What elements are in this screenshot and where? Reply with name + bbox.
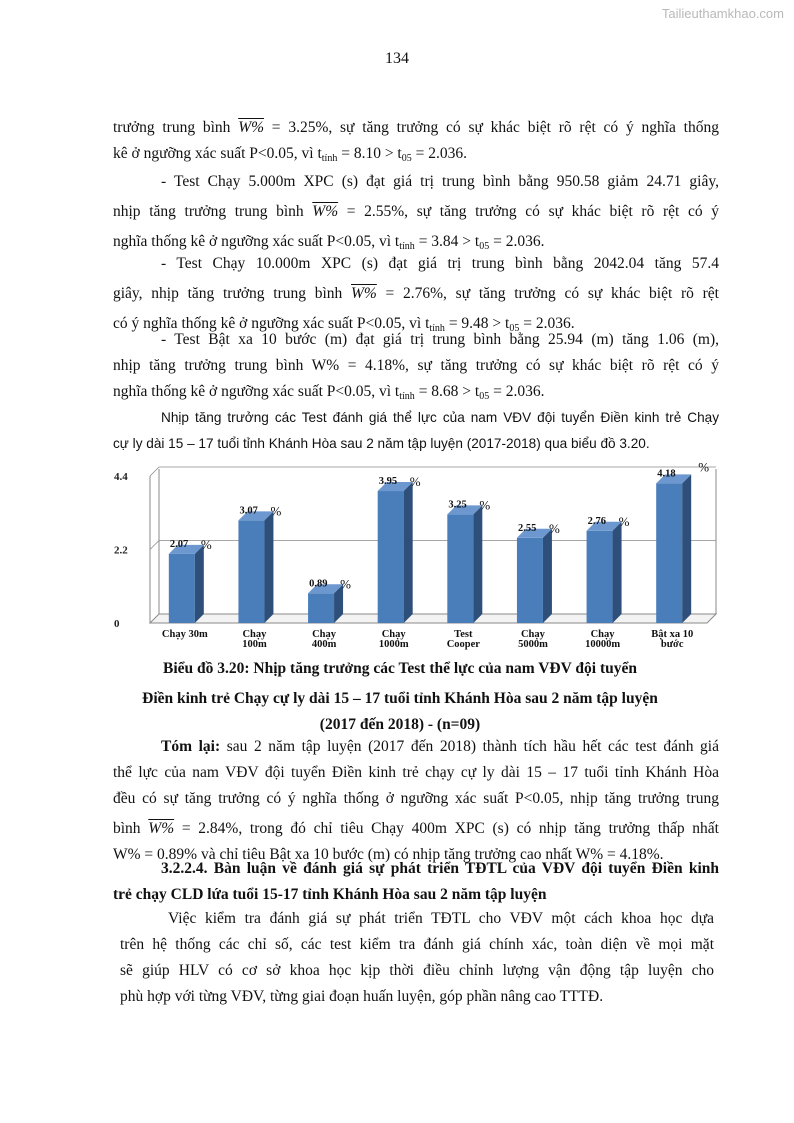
text-line: có ý nghĩa thống kê ở ngưỡng xác suất P<0.05, vì $t_{tính} = 9.48 > t_{05} = 2.036$.	[113, 315, 575, 334]
text-line: 3.2.2.4. Bàn luận về đánh giá sự phát triển TĐTL của VĐV đội tuyển Điền kinh	[161, 860, 719, 877]
bar	[378, 491, 404, 623]
bar-side	[195, 545, 204, 623]
summary-paragraph	[113, 734, 719, 868]
caption-line: Điền kinh trẻ Chạy cự ly dài 15 – 17 tuổi tỉnh Khánh Hòa sau 2 năm tập luyện	[142, 690, 658, 707]
x-tick-label: Chạy	[312, 629, 337, 640]
unit-label: %	[548, 520, 560, 536]
text-line: - Test Bật xa 10 bước (m) đạt giá trị trung bình bằng 25.94 (m) tăng 1.06 (m),	[161, 331, 719, 348]
bar	[308, 593, 334, 623]
unit-label: %	[200, 536, 212, 552]
x-tick-label: 100m	[242, 639, 267, 650]
growth-rate-bar-chart	[112, 459, 722, 657]
bar	[447, 514, 473, 623]
bar-side	[404, 482, 413, 623]
bar-side	[264, 511, 273, 623]
x-tick-label: Test	[454, 629, 473, 640]
data-label: 4.18	[657, 468, 676, 480]
unit-label: %	[270, 503, 282, 519]
data-label: 0.89	[309, 578, 328, 590]
unit-label: %	[618, 513, 630, 529]
bar-side	[613, 522, 622, 623]
text-line: - Test Chạy 5.000m XPC (s) đạt giá trị trung bình bằng 950.58 giảm 24.71 giây,	[161, 173, 719, 190]
text-line: nghĩa thống kê ở ngưỡng xác suất P<0.05, vì $t_{tính} = 8.68 > t_{05} = 2.036$.	[113, 383, 545, 402]
x-tick-label: 1000m	[378, 639, 409, 650]
text-line: bình W% = 2.84%, trong đó chỉ tiêu Chạy 400m XPC (s) có nhịp tăng trưởng thấp nhất	[113, 820, 719, 837]
x-tick-label: Chạy 30m	[161, 629, 208, 640]
text-line: trên hệ thống các chỉ số, các test kiểm tra đánh giá chính xác, toàn diện về mọi mặt	[120, 936, 714, 953]
text-line: - Test Chạy 10.000m XPC (s) đạt giá trị trung bình bằng 2042.04 tăng 57.4	[161, 255, 719, 272]
x-tick-label: 10000m	[585, 639, 621, 650]
text-line: trẻ chạy CLD lứa tuổi 15-17 tỉnh Khánh Hòa sau 2 năm tập luyện	[113, 886, 547, 903]
bar	[587, 531, 613, 623]
x-tick-label: 400m	[311, 639, 337, 650]
bar-side	[473, 505, 482, 623]
unit-label: %	[409, 474, 421, 490]
x-tick-label: Cooper	[446, 639, 480, 650]
x-tick-label: 5000m	[518, 639, 548, 650]
text-line: cự ly dài 15 – 17 tuổi tỉnh Khánh Hòa sau 2 năm tập luyện (2017-2018) qua biểu đồ 3.20.	[113, 436, 650, 451]
x-tick-label: Chạy	[520, 629, 545, 640]
data-label: 3.25	[448, 499, 467, 511]
text-line: W% = 0.89% và chỉ tiêu Bật xa 10 bước (m) có nhịp tăng trưởng cao nhất W% = 4.18%.	[113, 846, 664, 863]
unit-label: %	[479, 497, 491, 513]
text-line: trưởng trung bình W% = 3.25%, sự tăng trưởng có sự khác biệt rõ rệt có ý nghĩa thống	[113, 119, 719, 136]
text-line: Nhịp tăng trưởng các Test đánh giá thể lực của nam VĐV đội tuyển Điền kinh trẻ Chạy	[161, 410, 719, 425]
x-tick-label: Chạy	[590, 629, 615, 640]
section-heading	[113, 856, 719, 908]
final-paragraph	[120, 906, 714, 1010]
text-line: nhịp tăng trưởng trung bình W% = 4.18%, sự tăng trưởng có sự khác biệt rõ rệt có ý	[113, 357, 719, 374]
data-label: 3.95	[378, 476, 398, 488]
text-line: Việc kiểm tra đánh giá sự phát triển TĐTL cho VĐV một cách khoa học dựa	[168, 910, 714, 927]
bar	[517, 538, 543, 623]
bar	[238, 520, 264, 623]
watermark: Tailieuthamkhao.com	[661, 6, 784, 21]
unit-label: %	[698, 459, 710, 475]
text-line: sẽ giúp HLV có cơ sở khoa học kịp thời điều chỉnh lượng vận động tập luyện cho	[120, 962, 714, 979]
text-line: kê ở ngưỡng xác suất P<0.05, vì $t_{tính} = 8.10 > t_{05} = 2.036$.	[113, 145, 467, 164]
text-line: giây, nhịp tăng trưởng trung bình W% = 2.76%, sự tăng trưởng có sự khác biệt rõ rệt	[113, 285, 719, 302]
bar-side	[543, 529, 552, 623]
text-line: Tóm lại: sau 2 năm tập luyện (2017 đến 2018) thành tích hầu hết các test đánh giá	[161, 738, 719, 755]
bar	[169, 554, 195, 623]
text-line: thể lực của nam VĐV đội tuyển Điền kinh trẻ chạy cự ly dài 15 – 17 tuổi tỉnh Khánh Hòa	[113, 764, 719, 781]
data-label: 3.07	[239, 505, 258, 517]
data-label: 2.07	[169, 538, 189, 550]
bar-side	[682, 474, 691, 623]
text-line: phù hợp với từng VĐV, từng giai đoạn huấn luyện, góp phần nâng cao TTTĐ.	[120, 988, 604, 1005]
caption-line: Biểu đồ 3.20: Nhịp tăng trưởng các Test thể lực của nam VĐV đội tuyển	[163, 660, 637, 677]
gridline-depth	[150, 541, 159, 550]
gridline-depth	[150, 467, 159, 476]
text-line: đều có sự tăng trưởng có ý nghĩa thống ở ngưỡng xác suất P<0.05, nhịp tăng trưởng trung	[113, 790, 719, 807]
text-line: nhịp tăng trưởng trung bình W% = 2.55%, sự tăng trưởng có sự khác biệt rõ rệt có ý	[113, 203, 719, 220]
paragraph-3	[113, 251, 719, 337]
x-tick-label: Bật xa 10	[651, 629, 694, 640]
x-tick-label: Chạy	[242, 629, 267, 640]
data-label: 2.76	[587, 515, 606, 527]
page-number: 134	[385, 50, 409, 67]
unit-label: %	[340, 576, 351, 592]
y-tick-label: 0	[114, 618, 120, 630]
text-line: nghĩa thống kê ở ngưỡng xác suất P<0.05, vì $t_{tính} = 3.84 > t_{05} = 2.036$.	[113, 233, 545, 252]
figure-caption	[100, 656, 700, 738]
x-tick-label: bước	[660, 639, 684, 650]
x-tick-label: Chạy	[381, 629, 406, 640]
data-label: 2.55	[517, 522, 537, 534]
paragraph-1	[113, 115, 719, 167]
y-tick-label: 2.2	[114, 544, 128, 557]
y-tick-label: 4.4	[114, 471, 128, 483]
growth-rate-symbol: W%	[238, 119, 265, 136]
chart-floor	[150, 614, 716, 623]
paragraph-4	[113, 327, 719, 405]
paragraph-2	[113, 169, 719, 255]
caption-line: (2017 đến 2018) - (n=09)	[319, 716, 481, 733]
bar	[656, 483, 682, 623]
chart-intro	[113, 405, 719, 457]
